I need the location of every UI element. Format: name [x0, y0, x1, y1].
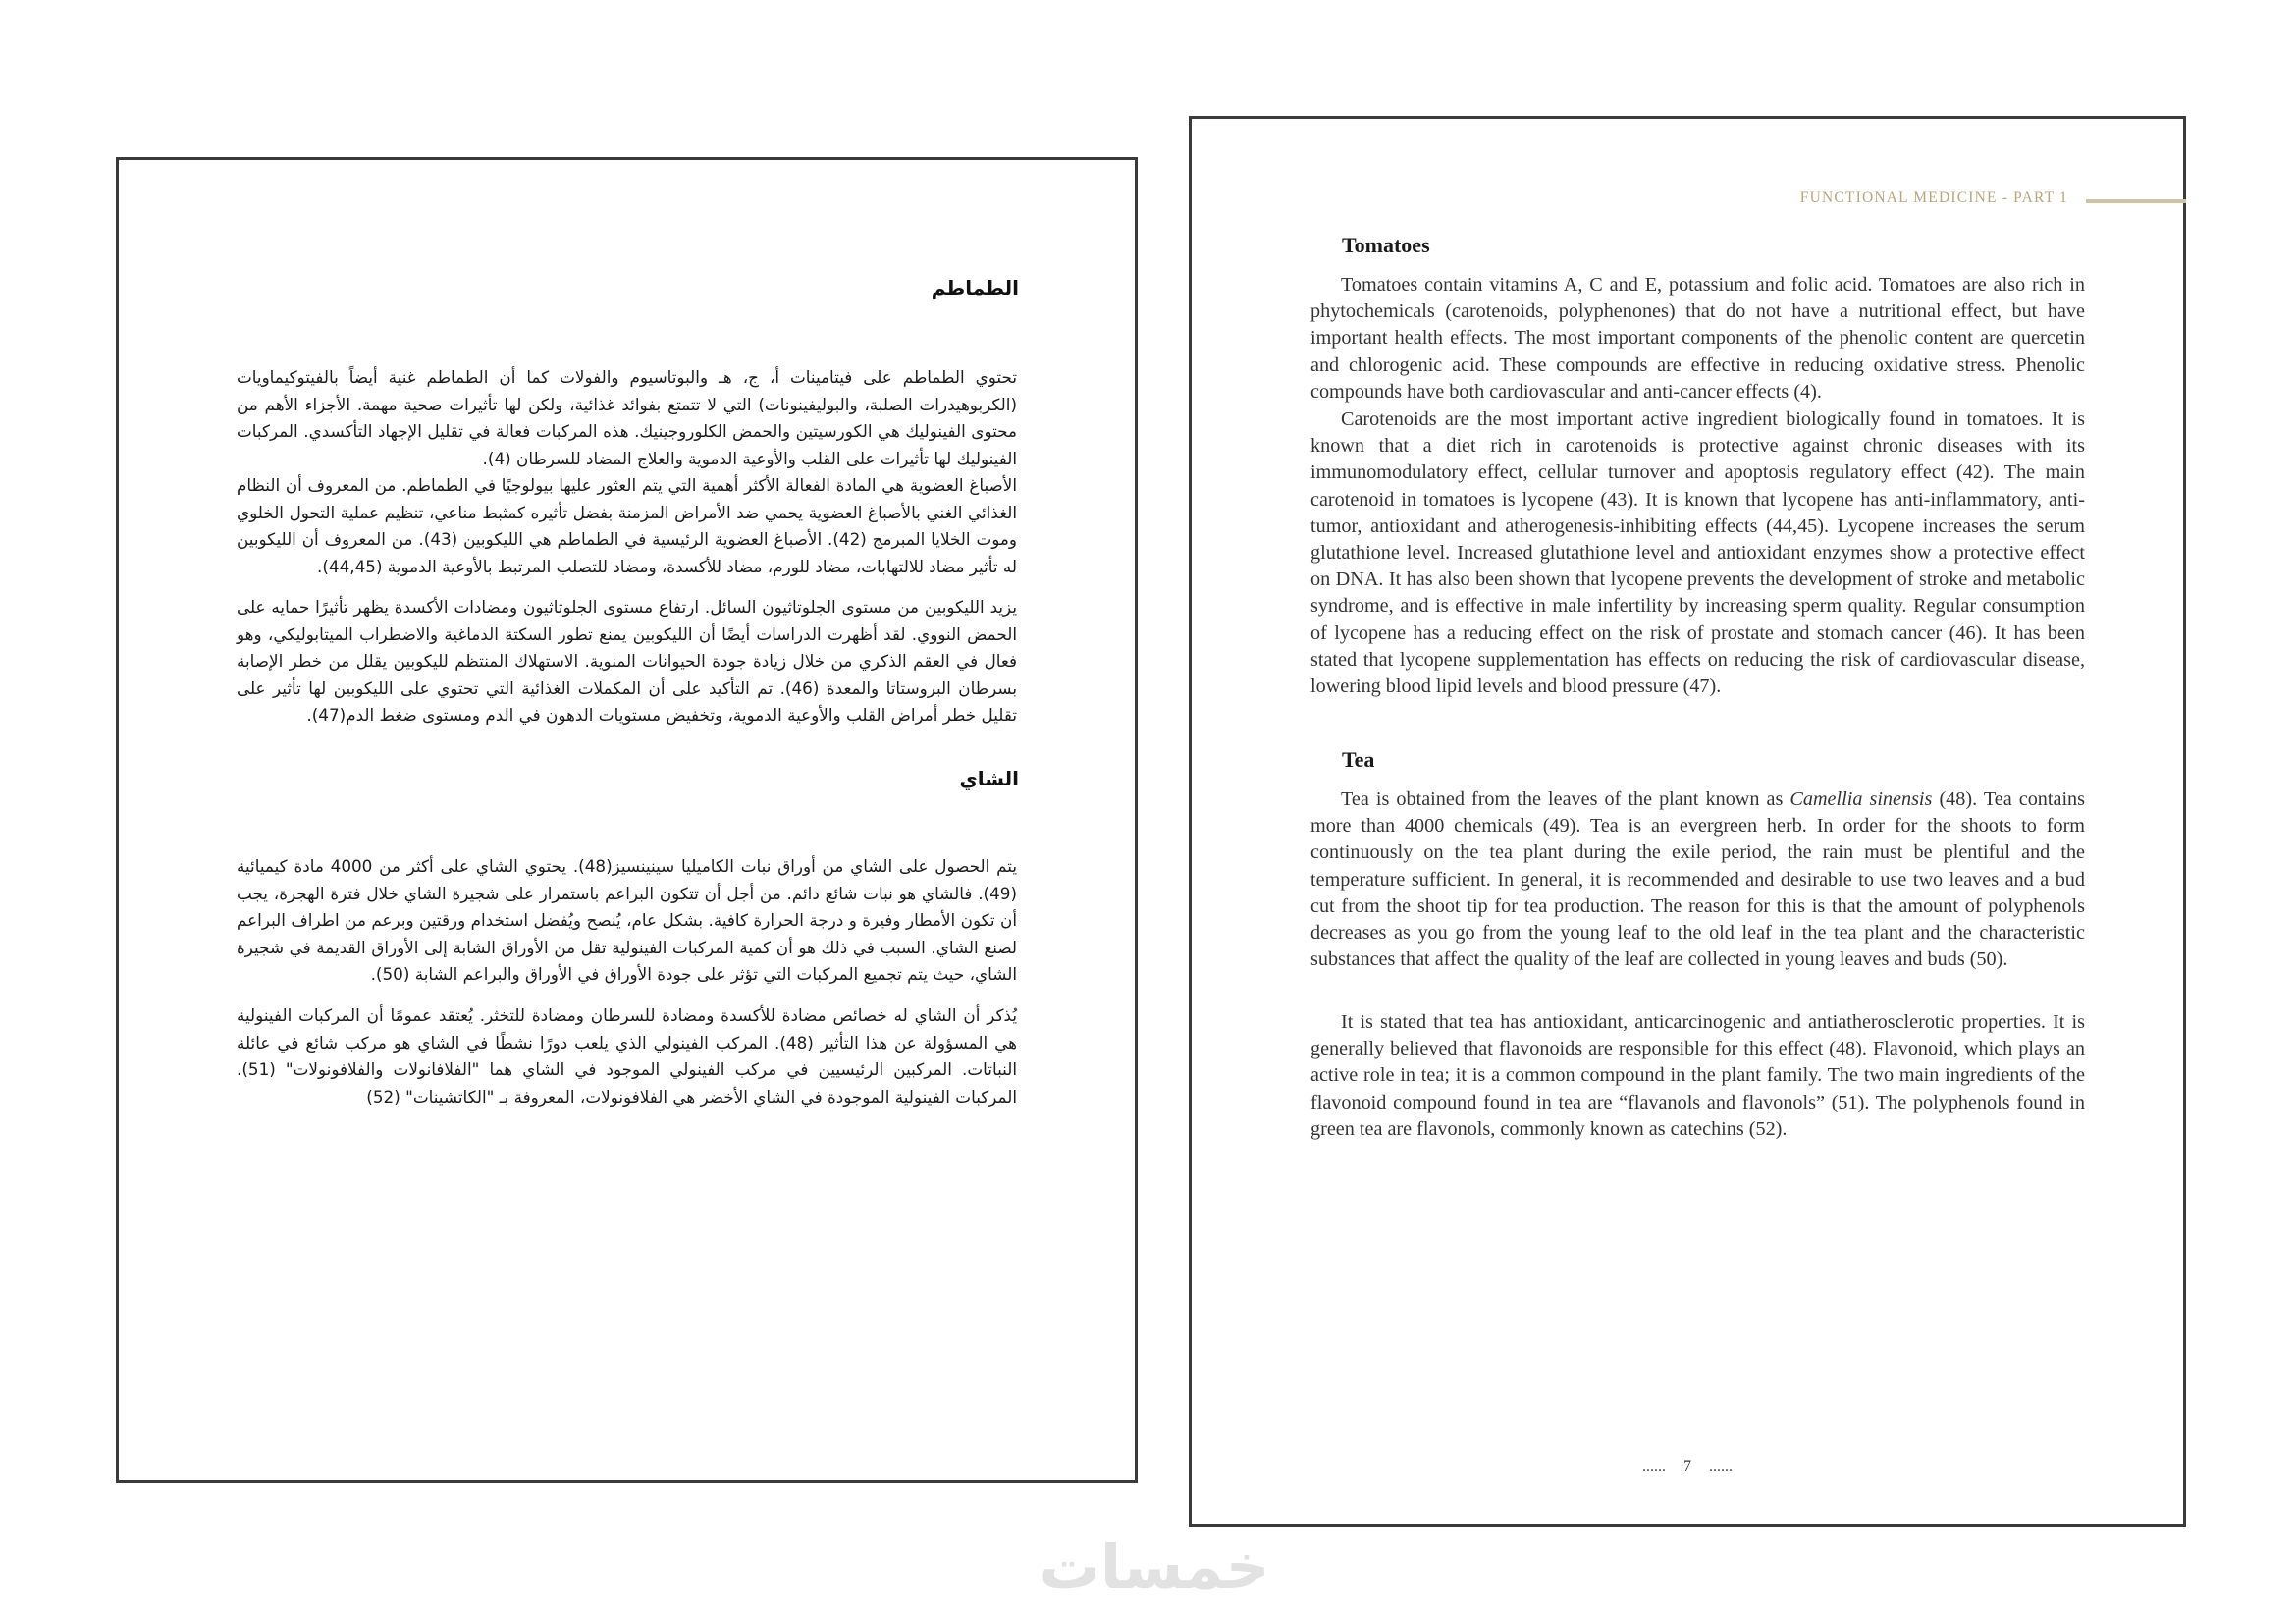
page-footer [1192, 1458, 2183, 1476]
page-number: 7 [1683, 1458, 1691, 1475]
footer-dots-left: ...... [1642, 1458, 1666, 1475]
arabic-tomatoes-paragraph-2: الأصباغ العضوية هي المادة الفعالة الأكثر أهمية التي يتم العثور عليها بيولوجيًا في الطماطم. من المعروف أن النظام الغذائي الغني بالأصباغ العضوية يحمي ضد الأمراض المزمنة بفضل تأثيره كمثبط مناعي، تنظيم عملية التحول الخلوي وموت الخلايا المبرمج (42). الأصباغ العضوية الرئيسية في الطماطم هي الليكوبين (43). من المعروف أن الليكوبين له تأثير مضاد للالتهابات، مضاد للورم، مضاد للأكسدة، ومضاد للتصلب المرتبط بالأوعية الدموية (44,45). [237, 475, 1018, 576]
arabic-tea-heading: الشاي [959, 767, 1019, 790]
english-page [1189, 116, 2186, 1527]
running-header [1192, 186, 2186, 215]
arabic-tomatoes-heading: الطماطم [931, 276, 1019, 299]
tomatoes-heading: Tomatoes [1342, 233, 1430, 257]
footer-dots-right: ...... [1709, 1458, 1733, 1475]
khamsat-watermark: خمسات [1039, 1531, 1270, 1602]
arabic-page [116, 157, 1138, 1483]
arabic-tea-paragraph-2: يُذكر أن الشاي له خصائص مضادة للأكسدة ومضادة للسرطان ومضادة للتخثر. يُعتقد عمومًا أن المركبات الفينولية هي المسؤولة عن هذا التأثير (48). المركب الفينولي الذي يلعب دورًا نشطًا في الشاي هو مركب شائع في عائلة النباتات. المركبين الرئيسيين في مركب الفينولي الموجود في الشاي هما "الفلافانولات والفلافونولات" (51). المركبات الفينولية الموجودة في الشاي الأخضر هي الفلافونولات، المعروفة بـ "الكاتشينات" (52) [237, 1005, 1017, 1107]
tea-heading: Tea [1342, 747, 1375, 772]
running-header-text: FUNCTIONAL MEDICINE - PART 1 [1799, 189, 2068, 206]
header-rule [2086, 199, 2186, 203]
tomatoes-paragraph-2: Carotenoids are the most important active ingredient biologically found in tomatoes. It is known that a diet rich in carotenoids is protective against chronic diseases with its immunomodulatory effect, cellular turnover and apoptosis regulatory effect (42). The main carotenoid in tomatoes is lycopene (43). It is known that lycopene has anti-inflammatory, anti-tumor, antioxidant and atherogenesis-inhibiting effects (44,45). Lycopene increases the serum glutathione level. Increased glutathione level and antioxidant enzymes show a protective effect on DNA. It has also been shown that lycopene prevents the development of stroke and metabolic syndrome, and is effective in male infertility by increasing sperm quality. Regular consumption of lycopene has a reducing effect on the risk of prostate and stomach cancer (46). It has been stated that lycopene supplementation has effects on reducing the risk of cardiovascular disease, lowering blood lipid levels and blood pressure (47). [1310, 408, 2085, 698]
arabic-tea-paragraph-1: يتم الحصول على الشاي من أوراق نبات الكاميليا سينينسيز(48). يحتوي الشاي على أكثر من 4000 مادة كيميائية (49). فالشاي هو نبات شائع دائم. من أجل أن تتكون البراعم باستمرار على شجيرة الشاي خلال فترة الهجرة، يجب أن تكون الأمطار وفيرة و درجة الحرارة كافية. بشكل عام، يُنصح ويُفضل استخدام ورقتين وبرعم من اطراف البراعم لصنع الشاي. السبب في ذلك هو أن كمية المركبات الفينولية تقل من الأوراق الشابة إلى الأوراق القديمة في شجيرة الشاي، حيث يتم تجميع المركبات التي تؤثر على جودة الأوراق في الأوراق والبراعم الشابة (50). [237, 856, 1017, 984]
tea-paragraph-2: It is stated that tea has antioxidant, anticarcinogenic and antiatherosclerotic properties. It is generally believed that flavonoids are responsible for this effect (48). Flavonoid, which plays an active role in tea; it is a common compound in the plant family. The two main ingredients of the flavonoid compound found in tea are “flavanols and flavonols” (51). The polyphenols found in green tea are flavonols, commonly known as catechins (52). [1310, 1011, 2085, 1140]
tea-paragraph-1 [1310, 786, 2085, 973]
tea-paragraph-1-rest: (48). Tea contains more than 4000 chemicals (49). Tea is an evergreen herb. In order for the shoots to form continuously on the tea plant during the exile period, the rain must be plentiful and the temperature sufficient. In general, it is recommended and desirable to use two leaves and a bud cut from the shoot tip for tea production. The reason for this is that the amount of polyphenols decreases as you go from the young leaf to the old leaf in the tea plant and the characteristic substances that affect the quality of the leaf are collected in young leaves and buds (50). [1310, 788, 2086, 971]
species-name: Camellia sinensis [1789, 788, 1933, 810]
arabic-tomatoes-paragraph-3: يزيد الليكوبين من مستوى الجلوتاثيون السائل. ارتفاع مستوى الجلوتاثيون ومضادات الأكسدة يظهر تأثيرًا حمايه على الحمض النووي. لقد أظهرت الدراسات أيضًا أن الليكوبين يمنع تطور السكتة الدماغية والاضطراب الميتابوليكي، وهو فعال في العقم الذكري من خلال زيادة جودة الحيوانات المنوية. الاستهلاك المنتظم لليكوبين يقلل من خطر الإصابة بسرطان البروستاتا والمعدة (46). تم التأكيد على أن المكملات الغذائية التي تحتوي على الليكوبين لها تأثير على تقليل خطر أمراض القلب والأوعية الدموية، وتخفيض مستويات الدهون في الدم ومستوى ضغط الدم(47). [237, 597, 1017, 725]
tea-paragraph-1-start: Tea is obtained from the leaves of the plant known as [1341, 788, 1790, 810]
arabic-tomatoes-paragraph-1: تحتوي الطماطم على فيتامينات أ، ج، هـ والبوتاسيوم والفولات كما أن الطماطم غنية أيضاً بالفيتوكيماويات (الكربوهيدرات الصلبة، والبوليفينونات) التي لا تتمتع بفوائد غذائية، ولكن لها تأثيرات صحية مهمة. الأجزاء الأهم من محتوى الفينوليك هي الكورسيتين والحمض الكلوروجينيك. هذه المركبات فعالة في تقليل الإجهاد التأكسدي. المركبات الفينوليك لها تأثيرات على القلب والأوعية الدموية والعلاج المضاد للسرطان (4). [237, 367, 1017, 468]
tomatoes-paragraph-1: Tomatoes contain vitamins A, C and E, potassium and folic acid. Tomatoes are also rich in phytochemicals (carotenoids, polyphenones) that do not have a nutritional effect, but have important health effects. The most important components of the phenolic content are quercetin and chlorogenic acid. These compounds are effective in reducing oxidative stress. Phenolic compounds have both cardiovascular and anti-cancer effects (4). [1310, 274, 2085, 403]
